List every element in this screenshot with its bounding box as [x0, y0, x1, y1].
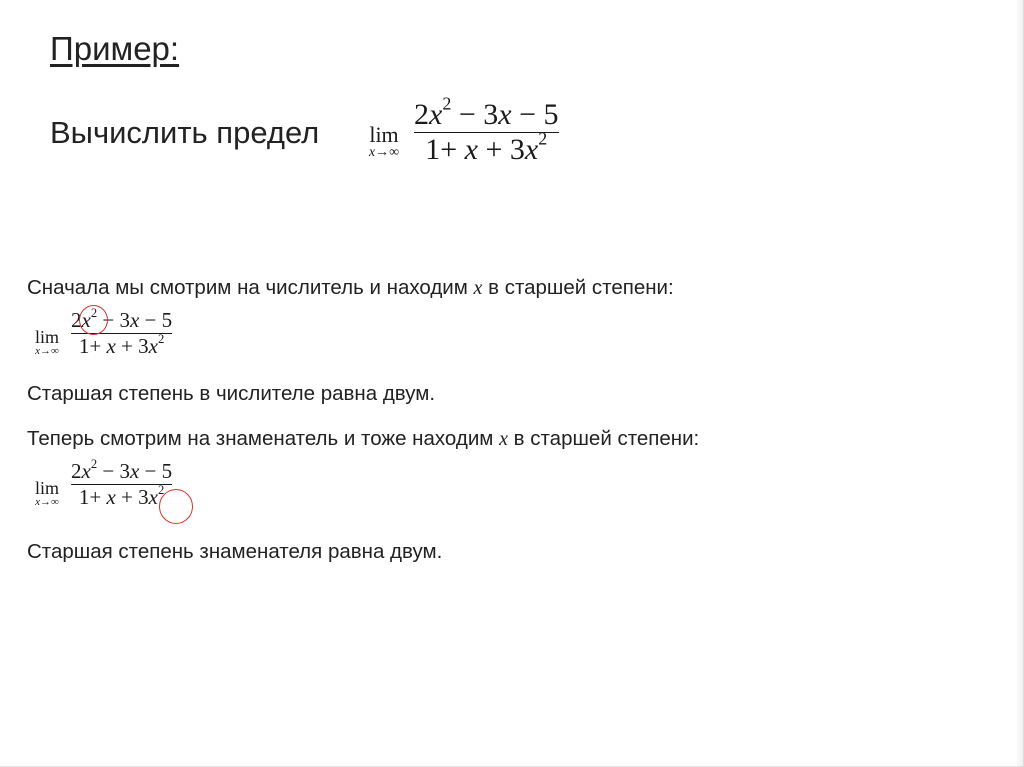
fraction-numerator: [71, 456, 173, 484]
fraction: [71, 456, 173, 510]
p2-variable: x: [499, 428, 508, 450]
num-var2: x: [129, 459, 140, 483]
num-term-2: − 3: [97, 308, 130, 332]
den-term-1: 1+: [425, 133, 465, 166]
den-term-2: + 3: [115, 334, 149, 358]
fraction-denominator: [414, 128, 559, 167]
den-term-2: + 3: [115, 485, 149, 509]
lim-sub-var: x: [35, 345, 41, 357]
task-label: Вычислить предел: [50, 115, 320, 150]
num-var: x: [429, 98, 443, 131]
lim-sub-var: x: [368, 145, 376, 160]
lim-sub-arrow: →∞: [40, 496, 59, 508]
num-var: x: [81, 308, 91, 332]
den-exp: 2: [157, 482, 165, 497]
den-var2: x: [148, 485, 158, 509]
num-term-2: − 3: [451, 98, 499, 131]
den-var2: x: [524, 133, 539, 166]
num-coef: 2: [414, 98, 429, 131]
num-var2: x: [129, 308, 140, 332]
num-coef: 2: [71, 308, 82, 332]
num-exp: 2: [442, 93, 452, 114]
lim-subscript: [27, 497, 67, 508]
p1-text-after: в старшей степени:: [482, 276, 674, 299]
fraction-denominator: [71, 482, 172, 510]
den-var: x: [464, 133, 478, 166]
fraction-denominator: [71, 331, 172, 359]
den-term-2: + 3: [478, 133, 525, 166]
highlight-circle-denominator: [159, 489, 193, 524]
result-numerator: Старшая степень в числителе равна двум.: [27, 382, 436, 405]
den-exp: 2: [538, 128, 548, 149]
lim-word: lim: [369, 122, 399, 147]
p2-text-before: Теперь смотрим на знаменатель и тоже находим: [27, 427, 500, 450]
limit-operator: [27, 328, 67, 357]
lim-sub-arrow: →∞: [40, 345, 59, 357]
den-term-1: 1+: [78, 485, 107, 509]
result-denominator: Старшая степень знаменателя равна двум.: [27, 540, 443, 563]
fraction-numerator: [414, 93, 559, 132]
limit-operator: [27, 479, 67, 508]
p2-text-after: в старшей степени:: [507, 427, 700, 450]
limit-operator: [362, 124, 406, 160]
num-term-3: − 5: [139, 308, 173, 332]
lim-word: lim: [34, 327, 59, 347]
den-var2: x: [148, 334, 158, 358]
lim-sub-arrow: →∞: [375, 145, 400, 160]
lim-subscript: [362, 146, 406, 160]
num-exp: 2: [90, 305, 98, 320]
num-var2: x: [498, 98, 512, 131]
paragraph-denominator-intro: [27, 427, 699, 451]
highlight-circle-numerator: [79, 305, 108, 335]
lim-sub-var: x: [35, 496, 41, 508]
num-exp: 2: [90, 456, 98, 471]
den-term-1: 1+: [78, 334, 107, 358]
slide-title: Пример:: [50, 30, 180, 67]
den-exp: 2: [157, 331, 165, 346]
paragraph-numerator-intro: [27, 276, 674, 300]
num-term-3: − 5: [511, 98, 559, 131]
num-term-3: − 5: [139, 459, 173, 483]
slide-edge-shadow: [1015, 0, 1023, 767]
den-var: x: [106, 334, 116, 358]
den-var: x: [106, 485, 116, 509]
p1-text-before: Сначала мы смотрим на числитель и находим: [27, 276, 474, 299]
lim-word: lim: [34, 478, 59, 498]
lim-subscript: [27, 346, 67, 357]
num-coef: 2: [71, 459, 82, 483]
num-var: x: [81, 459, 91, 483]
num-term-2: − 3: [97, 459, 130, 483]
main-fraction: [414, 93, 559, 167]
p1-variable: x: [473, 277, 483, 299]
